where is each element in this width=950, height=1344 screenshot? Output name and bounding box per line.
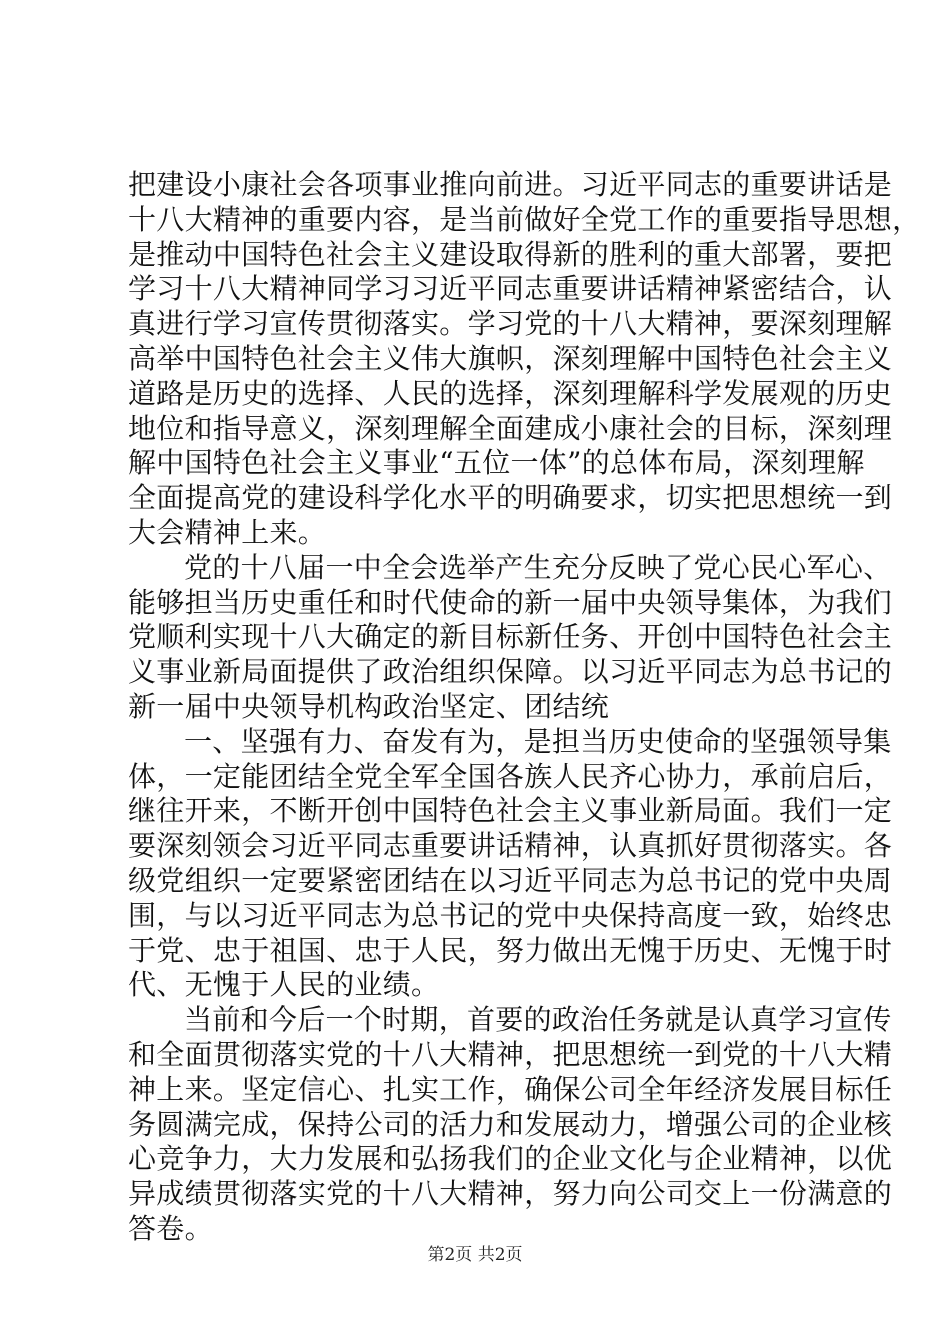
text-line: 于党、忠于祖国、忠于人民，努力做出无愧于历史、无愧于时 bbox=[128, 933, 893, 967]
text-line: 大会精神上来。 bbox=[128, 515, 327, 549]
text-line: 道路是历史的选择、人民的选择，深刻理解科学发展观的历史 bbox=[128, 376, 893, 410]
text-line: 新一届中央领导机构政治坚定、团结统 bbox=[128, 689, 610, 723]
text-line: 高举中国特色社会主义伟大旗帜，深刻理解中国特色社会主义 bbox=[128, 341, 893, 375]
text-line: 一、坚强有力、奋发有为，是担当历史使命的坚强领导集 bbox=[184, 724, 892, 758]
text-line: 和全面贯彻落实党的十八大精神，把思想统一到党的十八大精 bbox=[128, 1037, 893, 1071]
text-line: 全面提高党的建设科学化水平的明确要求，切实把思想统一到 bbox=[128, 481, 893, 515]
text-line: 义事业新局面提供了政治组织保障。以习近平同志为总书记的 bbox=[128, 655, 893, 689]
text-line: 心竞争力，大力发展和弘扬我们的企业文化与企业精神，以优 bbox=[128, 1142, 893, 1176]
text-line: 党顺利实现十八大确定的新目标新任务、开创中国特色社会主 bbox=[128, 620, 893, 654]
text-line: 继往开来，不断开创中国特色社会主义事业新局面。我们一定 bbox=[128, 794, 893, 828]
text-line: 十八大精神的重要内容，是当前做好全党工作的重要指导思想， bbox=[128, 202, 921, 236]
text-line: 体，一定能团结全党全军全国各族人民齐心协力，承前启后， bbox=[128, 759, 893, 793]
text-line: 能够担当历史重任和时代使命的新一届中央领导集体，为我们 bbox=[128, 585, 893, 619]
text-line: 神上来。坚定信心、扎实工作，确保公司全年经济发展目标任 bbox=[128, 1072, 893, 1106]
text-line: 级党组织一定要紧密团结在以习近平同志为总书记的党中央周 bbox=[128, 863, 893, 897]
document-body bbox=[128, 168, 921, 1247]
page-footer: 第2页 共2页 bbox=[427, 1245, 523, 1265]
text-line: 地位和指导意义，深刻理解全面建成小康社会的目标，深刻理 bbox=[128, 411, 893, 445]
text-line: 真进行学习宣传贯彻落实。学习党的十八大精神，要深刻理解 bbox=[128, 307, 893, 341]
text-line: 要深刻领会习近平同志重要讲话精神，认真抓好贯彻落实。各 bbox=[128, 829, 893, 863]
text-line: 代、无愧于人民的业绩。 bbox=[128, 968, 440, 1002]
text-line: 党的十八届一中全会选举产生充分反映了党心民心军心、 bbox=[184, 550, 892, 584]
text-line: 异成绩贯彻落实党的十八大精神，努力向公司交上一份满意的 bbox=[128, 1177, 893, 1211]
text-line: 答卷。 bbox=[128, 1211, 213, 1245]
text-line: 把建设小康社会各项事业推向前进。习近平同志的重要讲话是 bbox=[128, 168, 893, 201]
text-line: 学习十八大精神同学习习近平同志重要讲话精神紧密结合，认 bbox=[128, 272, 893, 306]
text-line: 务圆满完成，保持公司的活力和发展动力，增强公司的企业核 bbox=[128, 1107, 893, 1141]
text-line: 围，与以习近平同志为总书记的党中央保持高度一致，始终忠 bbox=[128, 898, 893, 932]
text-line: 是推动中国特色社会主义建设取得新的胜利的重大部署，要把 bbox=[128, 237, 893, 271]
text-line: 当前和今后一个时期，首要的政治任务就是认真学习宣传 bbox=[184, 1003, 892, 1037]
text-line: 解中国特色社会主义事业“五位一体”的总体布局，深刻理解 bbox=[128, 446, 865, 480]
